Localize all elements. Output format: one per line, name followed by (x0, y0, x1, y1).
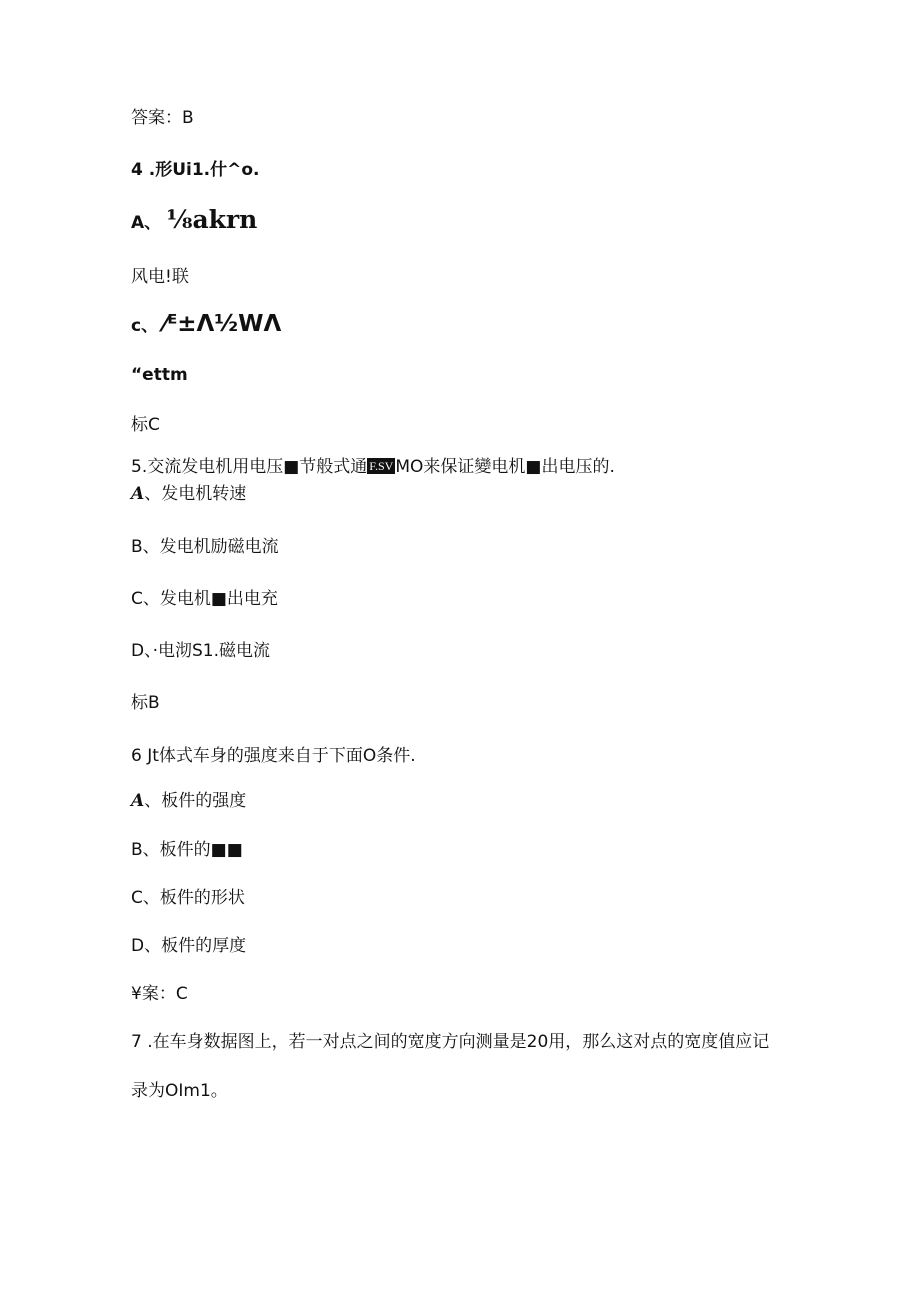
question-6 (131, 745, 416, 767)
answer-text: 标B (131, 693, 160, 713)
question-5-option-c (131, 588, 278, 610)
question-4-text: 4 .形Ui1.什^o. (131, 160, 260, 180)
option-b-text: B、板件的■■ (131, 840, 243, 860)
option-a-text: ⅛akrn (166, 205, 258, 234)
question-6-option-d (131, 935, 246, 957)
question-5-option-a (131, 483, 246, 505)
question-4-option-a (131, 205, 257, 235)
option-c-text: ⁄ᴱ±Λ½WΛ (163, 311, 282, 337)
question-5 (131, 456, 615, 478)
option-d-text: “ettm (131, 365, 188, 385)
question-4-option-c (131, 310, 281, 338)
option-c-text: C、板件的形状 (131, 888, 245, 908)
question-6-text: 6 Jt体式车身的强度来自于下面O条件. (131, 746, 416, 766)
option-a-label: A (131, 791, 145, 811)
question-6-option-a (131, 790, 246, 812)
question-7 (131, 1031, 769, 1053)
option-c-label: c、 (131, 316, 159, 336)
question-7-continuation (131, 1080, 228, 1102)
option-a-text: 、发电机转速 (144, 484, 247, 504)
option-a-label: A、 (131, 213, 162, 233)
option-d-text: D、·电沏S1.磁电流 (131, 641, 271, 661)
question-6-option-c (131, 887, 245, 909)
answer-text: ¥案：C (131, 984, 188, 1004)
question-5-text-before: 5.交流发电机用电压■节般式通 (131, 457, 368, 477)
option-d-text: D、板件的厚度 (131, 936, 247, 956)
question-7-text-continued: 录为OIm1。 (131, 1081, 228, 1101)
answer-line-5 (131, 692, 160, 714)
question-6-option-b (131, 839, 243, 861)
question-7-text: 7 .在车身数据图上，若一对点之间的宽度方向测量是20用，那么这对点的宽度值应记 (131, 1032, 770, 1052)
question-5-option-d (131, 640, 270, 662)
question-5-option-b (131, 536, 279, 558)
question-4-option-d (131, 364, 188, 386)
option-a-text: 、板件的强度 (144, 791, 247, 811)
answer-line-4 (131, 414, 160, 436)
answer-text: 标C (131, 415, 160, 435)
question-4-option-b (131, 266, 189, 288)
option-c-text: C、发电机■出电充 (131, 589, 278, 609)
option-b-text: 风电!联 (131, 267, 189, 287)
question-5-inverted-block: F.SV (369, 459, 394, 473)
option-a-label: A (131, 484, 145, 504)
answer-line-3 (131, 107, 194, 129)
answer-line-6 (131, 983, 188, 1005)
question-4 (131, 159, 260, 181)
answer-text: 答案：B (131, 108, 194, 128)
option-b-text: B、发电机励磁电流 (131, 537, 279, 557)
question-5-text-after: MO来保证變电机■出电压的. (395, 457, 615, 477)
